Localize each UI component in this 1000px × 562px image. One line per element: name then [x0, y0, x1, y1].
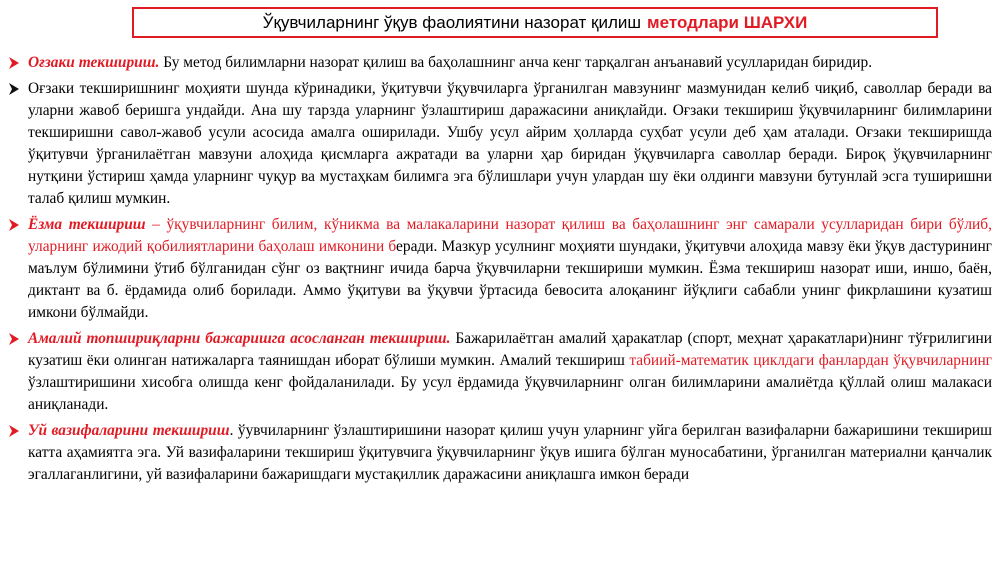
arrow-bullet-icon	[8, 78, 24, 100]
title-box	[132, 7, 938, 38]
paragraph-red-text: – ўқувчиларнинг билим, кўникма ва малакаларини назорат қилиш ва баҳолашнинг энг самарали усулларидан бири бўлиб, уларнинг ижодий қобилиятларини баҳолаш имконини б	[28, 216, 992, 255]
paragraph-text: Оғзаки текширишнинг моҳияти шунда кўринадики, ўқитувчи ўқувчиларга ўрганилган мавзунинг мазмунидан келиб чиқиб, саволлар беради ва уларни жавоб беришга ундайди. Ана шу тарзда уларнинг ўзлаштириш даражасини аниқлайди. Оғзаки текшириш ўқувчиларнинг билимларини текширишни савол-жавоб усули асосида амалга оширилади. Ушбу усул айрим ҳолларда суҳбат усули деб ҳам аталади. Оғзаки текширишда ўқитувчи ўрганилаётган мавзуни алоҳида қисмларга ажратади ва уларни ҳар биридан ўқувчиларга саволлар беради. Бироқ ўқувчиларнинг нутқини ўстириш ҳамда уларнинг чуқур ва мустаҳкам билимга эга бўлишлари учун улардан шу ёки олдинги мавзуни бутунлай эсга туширишни талаб қилиш мумкин.	[28, 80, 992, 207]
paragraph-oral-essence	[8, 78, 992, 210]
paragraph-text: Бажарилаётган амалий ҳаракатлар (спорт, меҳнат ҳаракатлари)нинг тўғрилигини кузатиш ёки олинган натижаларга таянишдан иборат бўлиши мумкин. Амалий текшириш	[28, 330, 992, 369]
arrow-bullet-icon	[8, 420, 24, 442]
paragraph-text-continued: ўзлаштиришини хисобга олишда кенг фойдаланилади. Бу усул ёрдамида ўқувчиларнинг олган билимларини амалиётда қўллай олиш малакаси аниқланади.	[28, 374, 992, 413]
title-accent: методлари ШАРХИ	[647, 12, 808, 32]
arrow-bullet-icon	[8, 214, 24, 236]
paragraph-oral-check	[8, 52, 992, 74]
paragraph-text: . ўувчиларнинг ўзлаштиришини назорат қилиш учун уларнинг уйга берилган вазифаларни бажаришини текшириш катта аҳамиятга эга. Уй вазифаларини текшириш ўқитувчига ўқувчиларнинг ўқув ишига бўлган муносабатини, ўрганилган материални қанчалик эгаллаганлигини, уй вазифаларини бажаришдаги мустақиллик даражасини аниқлашга имкон беради	[28, 422, 993, 483]
paragraph-text: еради. Мазкур усулнинг моҳияти шундаки, ўқитувчи алоҳида мавзу ёки ўқув дастурининг маълум бўлимини ўтиб бўлганидан сўнг оз вақтнинг ичида барча ўқувчиларни текшириши мумкин. Ёзма текшириш назорат иши, иншо, баён, диктант ва б. ёрдамида олиб борилади. Аммо ўқитуви ва ўқувчи ўртасида бевосита алоқанинг йўқлиги сабабли унинг фикрлашини кузатиш имкони бўлмайди.	[28, 238, 992, 321]
title-main: Ўқувчиларнинг ўқув фаолиятини назорат қилиш	[262, 12, 642, 32]
arrow-bullet-icon	[8, 328, 24, 350]
arrow-bullet-icon	[8, 52, 24, 74]
paragraph-homework-check	[8, 420, 992, 486]
paragraph-lead: Уй вазифаларини текшириш	[28, 422, 230, 439]
paragraph-red-text: табиий-математик циклдаги фанлардан ўқувчиларнинг	[629, 352, 992, 369]
paragraph-practical-check	[8, 328, 992, 416]
paragraph-text: Бу метод билимларни назорат қилиш ва баҳолашнинг анча кенг тарқалган анъанавий усулларидан биридир.	[159, 54, 873, 71]
content	[8, 52, 992, 490]
paragraph-lead: Амалий топшириқларни бажаришга асосланган текшириш.	[28, 330, 451, 347]
paragraph-written-check	[8, 214, 992, 324]
paragraph-lead: Оғзаки текшириш.	[28, 54, 160, 71]
paragraph-lead: Ёзма текшириш	[28, 216, 146, 233]
